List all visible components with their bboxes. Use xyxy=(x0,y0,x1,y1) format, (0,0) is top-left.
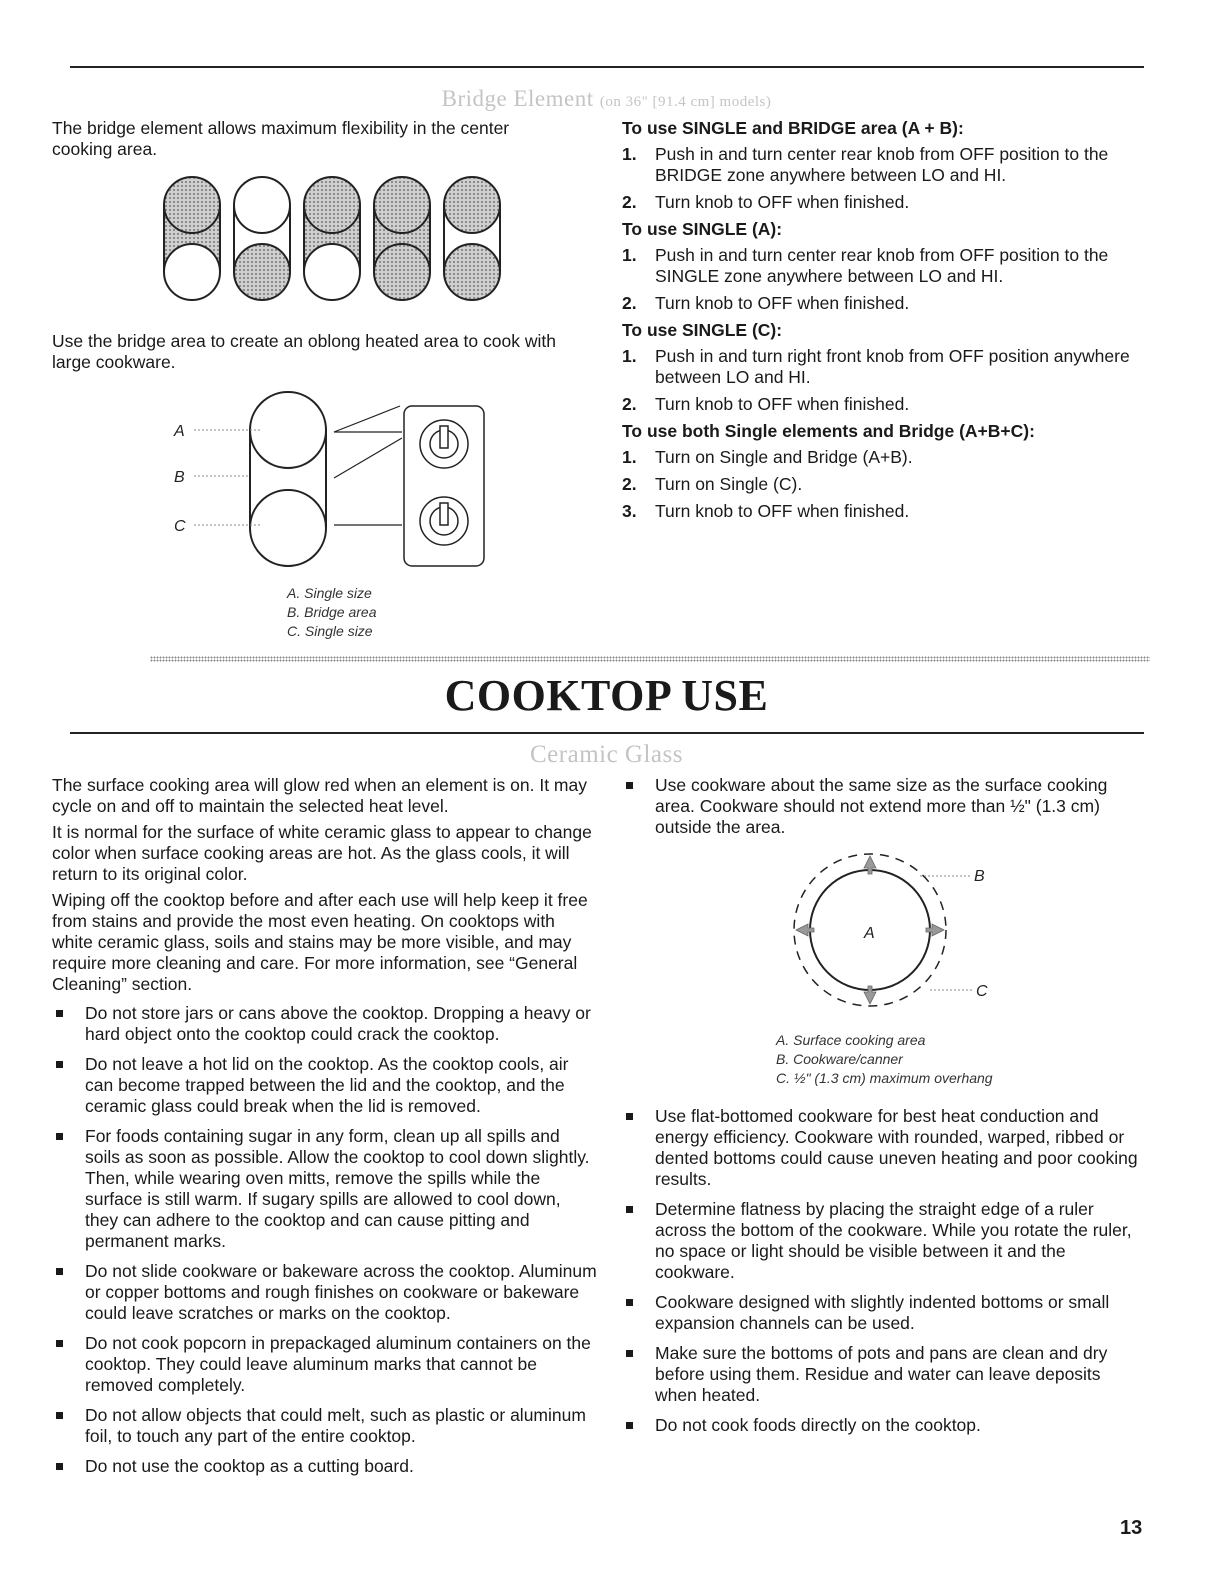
cookware-overhang-diagram xyxy=(750,848,1010,1018)
instruction-step: 1. Push in and turn right front knob from OFF position anywhere between LO and HI. xyxy=(622,346,1130,387)
instruction-heading-3: To use SINGLE (C): xyxy=(622,320,783,340)
zone-c-circle xyxy=(250,490,326,566)
dotted-divider xyxy=(150,656,1150,662)
config-5 xyxy=(444,177,500,300)
list-item: Do not store jars or cans above the cooktop. Dropping a heavy or hard object onto the cooktop could crack the cooktop. xyxy=(52,1003,597,1045)
list-item: Do not cook foods directly on the cooktop. xyxy=(622,1415,1144,1436)
cooktop-use-rule xyxy=(70,732,1144,734)
config-1 xyxy=(164,177,220,300)
overhang-caption-c: C. ½" (1.3 cm) maximum overhang xyxy=(776,1070,993,1086)
zone-a-circle xyxy=(250,392,326,468)
list-item: Do not use the cooktop as a cutting board. xyxy=(52,1456,597,1477)
page-number: 13 xyxy=(1120,1517,1143,1539)
bridge-use-text: Use the bridge area to create an oblong heated area to cook with large cookware. xyxy=(52,331,556,372)
instruction-heading-2: To use SINGLE (A): xyxy=(622,219,783,239)
overhang-label-c: C xyxy=(976,983,988,1000)
instruction-heading-1: To use SINGLE and BRIDGE area (A + B): xyxy=(622,118,964,138)
bridge-title-note: (on 36" [91.4 cm] models) xyxy=(599,94,772,110)
bridge-title-main: Bridge Element xyxy=(441,86,594,111)
caption-a: A. Single size xyxy=(287,585,372,601)
instruction-step: 2. Turn on Single (C). xyxy=(622,474,803,494)
overhang-label-b: B xyxy=(974,868,985,885)
list-item: Use flat-bottomed cookware for best heat conduction and energy efficiency. Cookware with rounded, warped, ribbed or dented bottoms could cause uneven heating and poor cooking results. xyxy=(622,1106,1144,1190)
instruction-step: 1. Push in and turn center rear knob from OFF position to the SINGLE zone anywhere between LO and HI. xyxy=(622,245,1109,286)
instruction-step: 2. Turn knob to OFF when finished. xyxy=(622,293,910,313)
list-item: Make sure the bottoms of pots and pans are clean and dry before using them. Residue and water can leave deposits when heated. xyxy=(622,1343,1144,1406)
list-item: Do not slide cookware or bakeware across the cooktop. Aluminum or copper bottoms and rough finishes on cookware or bakeware could leave scratches or marks on the cooktop. xyxy=(52,1261,597,1324)
instruction-heading-4: To use both Single elements and Bridge (A+B+C): xyxy=(622,421,1035,441)
label-a: A xyxy=(174,423,185,440)
instruction-step: 2. Turn knob to OFF when finished. xyxy=(622,394,910,414)
bridge-intro xyxy=(52,118,562,165)
bridge-configurations-illustration xyxy=(160,176,520,326)
instruction-step: 3. Turn knob to OFF when finished. xyxy=(622,501,910,521)
list-item: Determine flatness by placing the straight edge of a ruler across the bottom of the cookware. While you rotate the ruler, no space or light should be visible between it and the cookware. xyxy=(622,1199,1144,1283)
ceramic-right-top xyxy=(622,775,1142,847)
caption-b: B. Bridge area xyxy=(287,604,377,620)
label-c: C xyxy=(174,518,186,535)
list-item: Do not allow objects that could melt, such as plastic or aluminum foil, to touch any part of the entire cooktop. xyxy=(52,1405,597,1447)
list-item: For foods containing sugar in any form, clean up all spills and soils as soon as possible. Allow the cooktop to cool down slightly. Then, while wearing oven mitts, remove the spills while the surface is still warm. If sugary spills are allowed to cool down, they can adhere to the cooktop and can cause pitting and permanent marks. xyxy=(52,1126,597,1252)
overhang-label-a: A xyxy=(864,925,875,942)
overhang-captions xyxy=(776,1031,993,1088)
list-item: Use cookware about the same size as the surface cooking area. Cookware should not extend more than ½" (1.3 cm) outside the area. xyxy=(622,775,1142,838)
instruction-step: 1. Turn on Single and Bridge (A+B). xyxy=(622,447,913,467)
bridge-captions xyxy=(287,584,377,641)
overhang-caption-a: A. Surface cooking area xyxy=(776,1032,926,1048)
overhang-caption-b: B. Cookware/canner xyxy=(776,1051,903,1067)
ceramic-paragraph-1: The surface cooking area will glow red when an element is on. It may cycle on and off to maintain the selected heat level. xyxy=(52,775,587,816)
config-4 xyxy=(374,177,430,300)
ceramic-paragraph-2: It is normal for the surface of white ceramic glass to appear to change color when surface cooking areas are hot. As the glass cools, it will return to its original color. xyxy=(52,822,592,884)
knob-panel xyxy=(404,406,484,566)
config-3 xyxy=(304,177,360,300)
config-2 xyxy=(234,177,290,300)
bridge-instructions xyxy=(622,118,1147,528)
instruction-step: 2. Turn knob to OFF when finished. xyxy=(622,192,910,212)
bridge-element-title xyxy=(0,86,1213,112)
list-item: Do not cook popcorn in prepackaged aluminum containers on the cooktop. They could leave aluminum marks that cannot be removed completely. xyxy=(52,1333,597,1396)
ceramic-paragraph-3: Wiping off the cooktop before and after each use will help keep it free from stains and provide the most even heating. On cooktops with white ceramic glass, soils and stains may be more visible, and may require more cleaning and care. For more information, see “General Cleaning” section. xyxy=(52,890,588,994)
list-item: Cookware designed with slightly indented bottoms or small expansion channels can be used. xyxy=(622,1292,1144,1334)
top-rule xyxy=(70,66,1144,68)
ceramic-right-column xyxy=(622,1106,1144,1445)
label-b: B xyxy=(174,469,185,486)
bridge-use-paragraph xyxy=(52,331,597,378)
ceramic-glass-title: Ceramic Glass xyxy=(530,741,683,768)
caption-c: C. Single size xyxy=(287,623,373,639)
ceramic-left-column xyxy=(52,775,597,1486)
bridge-knob-diagram xyxy=(172,386,492,571)
cooktop-use-title: COOKTOP USE xyxy=(444,671,769,720)
bridge-intro-text: The bridge element allows maximum flexibility in the center cooking area. xyxy=(52,118,510,159)
instruction-step: 1. Push in and turn center rear knob from OFF position to the BRIDGE zone anywhere between LO and HI. xyxy=(622,144,1109,185)
list-item: Do not leave a hot lid on the cooktop. As the cooktop cools, air can become trapped between the lid and the cooktop, and the ceramic glass could break when the lid is removed. xyxy=(52,1054,597,1117)
